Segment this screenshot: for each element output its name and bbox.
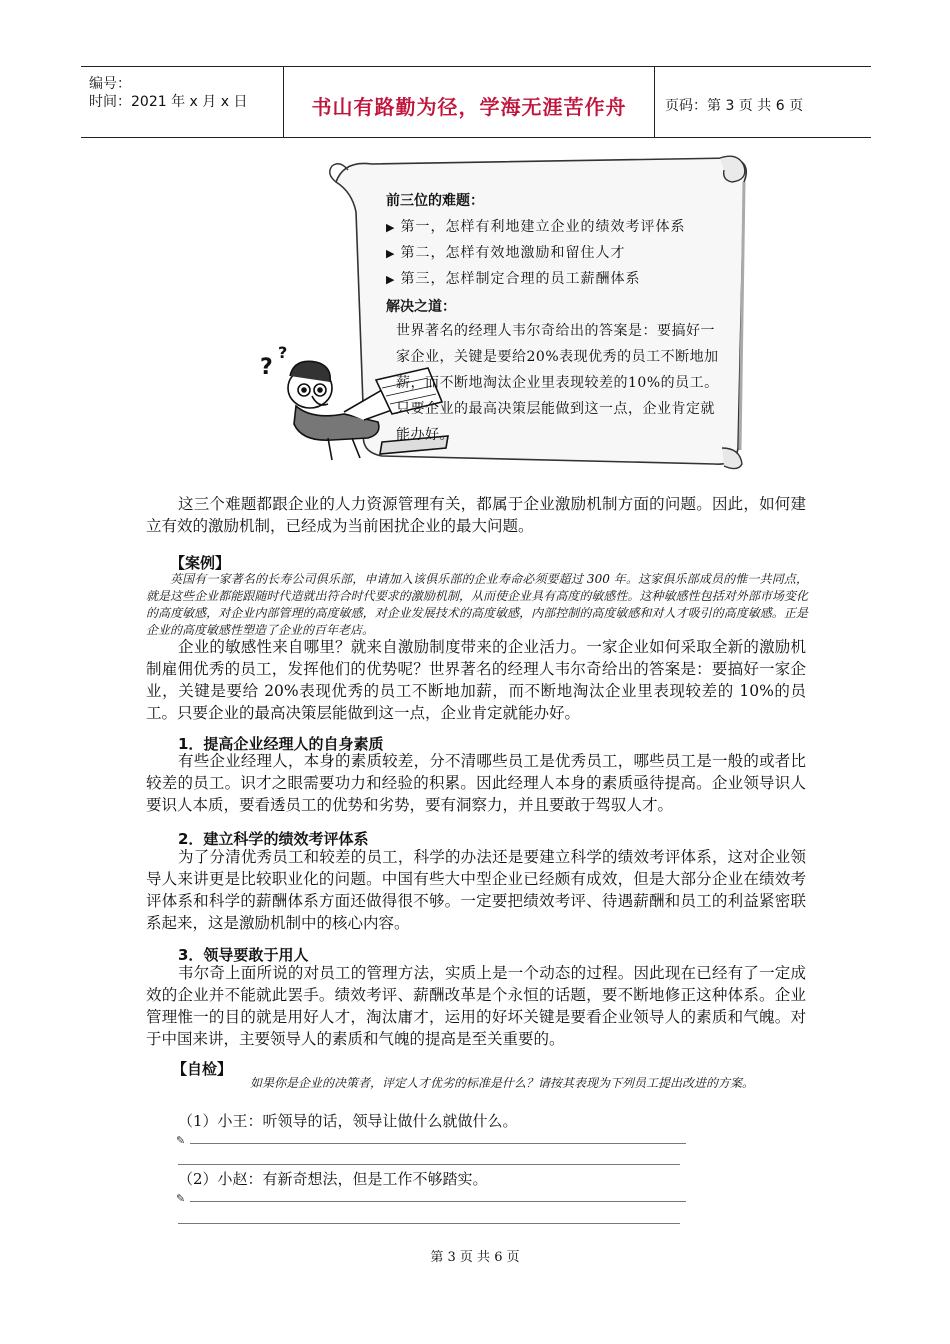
pencil-icon: ✎ — [176, 1192, 186, 1205]
pencil-icon: ✎ — [176, 1134, 186, 1147]
section-body-1: 有些企业经理人，本身的素质较差，分不清哪些员工是优秀员工，哪些员工是一般的或者比较差的员工。识才之眼需要功力和经验的积累。因此经理人本身的素质亟待提高。企业领导识人要识人本质，要看透员工的优势和劣势，要有洞察力，并且要敢于驾驭人才。 — [146, 752, 806, 814]
header-page-cell — [655, 67, 871, 137]
document-time-label: 时间：2021 年 x 月 x 日 — [89, 94, 248, 110]
answer-line[interactable] — [178, 1223, 680, 1224]
section-heading-1: 1．提高企业经理人的自身素质 — [178, 735, 384, 753]
header-info-cell — [81, 67, 284, 137]
section-heading-2: 2．建立科学的绩效考评体系 — [178, 830, 369, 848]
answer-line[interactable] — [190, 1201, 686, 1202]
section-body-2: 为了分清优秀员工和较差的员工，科学的办法还是要建立科学的绩效考评体系，这对企业领导人来讲更是比较职业化的问题。中国有些大中型企业已经颇有成效，但是大部分企业在绩效考评体系和科学的薪酬体系方面还做得很不够。一定要把绩效考评、待遇薪酬和员工的利益紧密联系起来，这是激励机制中的核心内容。 — [146, 848, 806, 932]
page-footer: 第 3 页 共 6 页 — [430, 1250, 520, 1265]
answer-line[interactable] — [178, 1164, 680, 1165]
svg-text:?: ? — [260, 355, 273, 380]
case-text: 英国有一家著名的长寿公司俱乐部，申请加入该俱乐部的企业寿命必须要超过 300 年。这家俱乐部成员的惟一共同点，就是这些企业都能跟随时代造就出符合时代要求的激励机制，从而使企业具有高度的敏感性。这种敏感性包括对外部市场变化的高度敏感，对企业内部管理的高度敏感，对企业发展技术的高度敏感，内部控制的高度敏感和对人才吸引的高度敏感。正是企业的高度敏感性塑造了企业的百年老店。 — [146, 572, 808, 637]
header-page-number: 页码：第 3 页 共 6 页 — [665, 98, 804, 114]
case-tag: 【案例】 — [170, 554, 231, 572]
svg-text:?: ? — [278, 343, 288, 362]
arrow-right-icon: ▶ — [386, 273, 396, 286]
scroll-item: ▶ 第三，怎样制定合理的员工薪酬体系 — [386, 271, 641, 287]
solution-title: 解决之道： — [386, 299, 456, 315]
header-motto: 书山有路勤为径，学海无涯苦作舟 — [311, 95, 627, 119]
header-motto-cell — [284, 67, 655, 137]
sensitivity-paragraph: 企业的敏感性来自哪里？就来自激励制度带来的企业活力。一家企业如何采取全新的激励机制雇佣优秀的员工，发挥他们的优势呢？世界著名的经理人韦尔奇给出的答案是：要搞好一家企业，关键是要给 20%表现优秀的员工不断地加薪，而不断地淘汰企业里表现较差的 10%的员工。只要企业的最高决策层能做到这一点，企业肯定就能办好。 — [146, 638, 806, 722]
self-check-item-2: （2）小赵：有新奇想法，但是工作不够踏实。 — [178, 1170, 488, 1188]
self-check-question: 如果你是企业的决策者，评定人才优劣的标准是什么？请按其表现为下列员工提出改进的方案。 — [250, 1076, 755, 1090]
solution-text: 世界著名的经理人韦尔奇给出的答案是：要搞好一家企业，关键是要给20%表现优秀的员工不断地加薪，而不断地淘汰企业里表现较差的10%的员工。只要企业的最高决策层能做到这一点，企业肯定就能办好。 — [396, 323, 719, 443]
arrow-right-icon: ▶ — [386, 247, 396, 260]
section-heading-3: 3．领导要敢于用人 — [178, 946, 309, 964]
scroll-item: ▶ 第一，怎样有利地建立企业的绩效考评体系 — [386, 219, 686, 235]
intro-paragraph: 这三个难题都跟企业的人力资源管理有关，都属于企业激励机制方面的问题。因此，如何建立有效的激励机制，已经成为当前困扰企业的最大问题。 — [146, 495, 806, 535]
scroll-item: ▶ 第二，怎样有效地激励和留住人才 — [386, 245, 626, 261]
answer-line[interactable] — [190, 1143, 686, 1144]
arrow-right-icon: ▶ — [386, 221, 396, 234]
document-number-label: 编号： — [89, 76, 131, 92]
scroll-title: 前三位的难题： — [386, 193, 484, 209]
section-body-3: 韦尔奇上面所说的对员工的管理方法，实质上是一个动态的过程。因此现在已经有了一定成效的企业并不能就此罢手。绩效考评、薪酬改革是个永恒的话题，要不断地修正这种体系。企业管理惟一的目的就是用好人才，淘汰庸才，运用的好坏关键是要看企业领导人的素质和气魄。对于中国来讲，主要领导人的素质和气魄的提高是至关重要的。 — [146, 964, 806, 1048]
page-header — [81, 66, 871, 138]
self-check-item-1: （1）小王：听领导的话，领导让做什么就做什么。 — [178, 1112, 518, 1130]
self-check-tag: 【自检】 — [172, 1060, 233, 1078]
